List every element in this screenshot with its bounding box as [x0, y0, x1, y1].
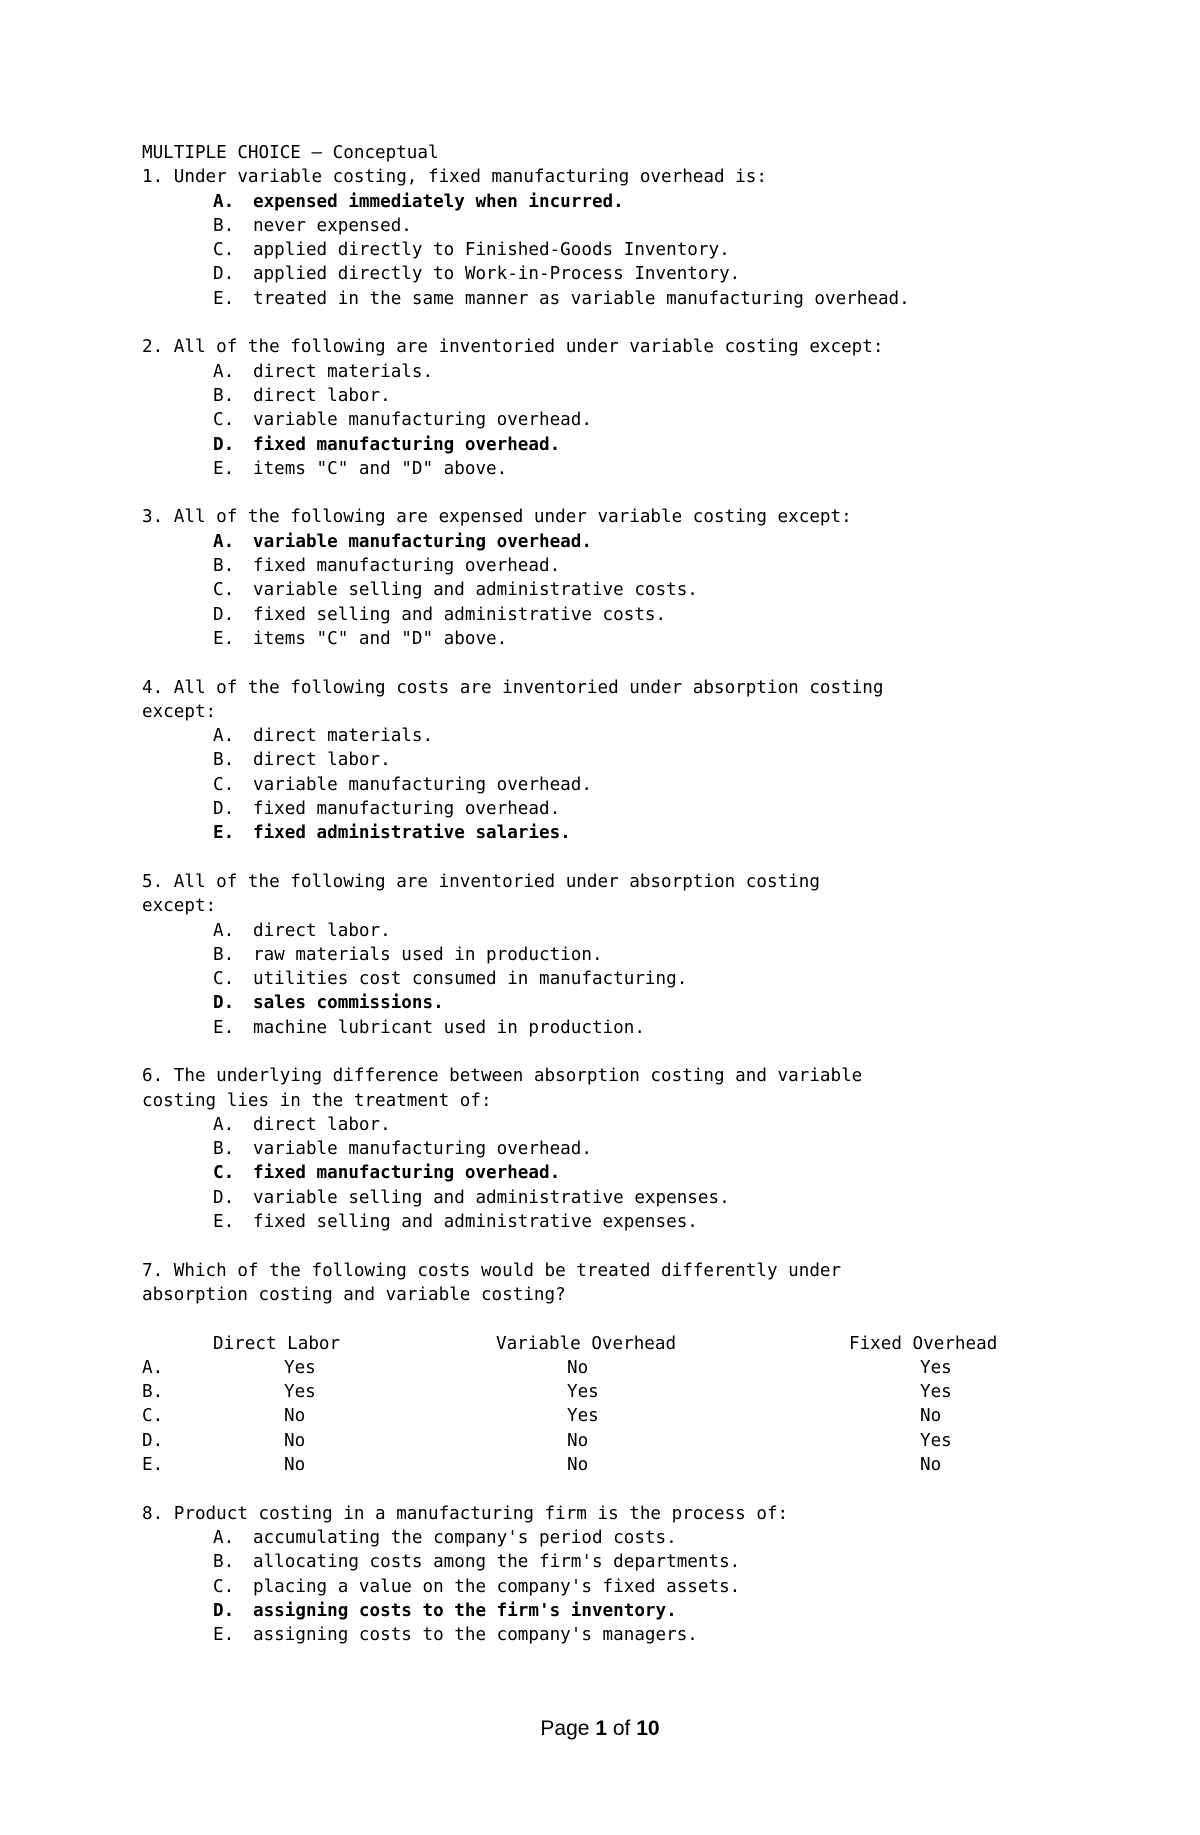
- question-4: [142, 676, 1142, 870]
- answer-option: [142, 433, 1142, 457]
- spacer: [142, 1234, 1142, 1258]
- answer-option: [142, 797, 1142, 821]
- table-row: [142, 1453, 1120, 1477]
- option-text: treated in the same manner as variable manufacturing overhead.: [253, 288, 910, 309]
- answer-option: [142, 1550, 1142, 1574]
- table-row: [142, 1429, 1120, 1453]
- option-letter: A.: [213, 726, 235, 747]
- option-text: fixed selling and administrative expenses.: [253, 1212, 698, 1233]
- option-text: sales commissions.: [253, 993, 444, 1014]
- spacer: [142, 1040, 1142, 1064]
- question-stem-line: 5. All of the following are inventoried under absorption costing: [142, 871, 820, 892]
- answer-option: [142, 238, 1142, 262]
- answer-option: [142, 214, 1142, 238]
- option-text: never expensed.: [253, 215, 412, 236]
- question-stem-line: except:: [142, 896, 217, 917]
- section-heading: MULTIPLE CHOICE – Conceptual: [142, 143, 439, 163]
- answer-option: [142, 1186, 1142, 1210]
- spacer: [142, 1477, 1142, 1501]
- answer-option: [142, 262, 1142, 286]
- option-text: applied directly to Work-in-Process Inventory.: [253, 264, 741, 285]
- answer-option: [142, 408, 1142, 432]
- row-letter: A.: [142, 1357, 164, 1378]
- question-7-answer-table: [142, 1332, 1120, 1478]
- option-letter: C.: [213, 969, 235, 990]
- option-text: applied directly to Finished-Goods Inventory.: [253, 240, 730, 261]
- option-letter: E.: [213, 1212, 235, 1233]
- answer-option: [142, 943, 1142, 967]
- option-letter: A.: [213, 361, 235, 382]
- option-letter: D.: [213, 604, 235, 625]
- question-stem-line: 4. All of the following costs are inventoried under absorption costing: [142, 677, 884, 698]
- option-text: fixed manufacturing overhead.: [253, 799, 561, 820]
- option-letter: E.: [213, 823, 235, 844]
- header-variable-overhead: Variable Overhead: [496, 1333, 677, 1354]
- option-letter: E.: [213, 628, 235, 649]
- page-footer: [0, 1717, 1200, 1741]
- option-text: fixed manufacturing overhead.: [253, 434, 561, 455]
- option-letter: D.: [213, 434, 235, 455]
- option-text: assigning costs to the company's managers.: [253, 1625, 698, 1646]
- answer-option: [142, 724, 1142, 748]
- spacer: [142, 481, 1142, 505]
- table-body: [142, 1356, 1120, 1477]
- option-letter: C.: [213, 774, 235, 795]
- question-8-options: [142, 1526, 1142, 1647]
- answer-option: [142, 1623, 1142, 1647]
- table-cell: Yes: [284, 1382, 316, 1403]
- option-letter: E.: [213, 1625, 235, 1646]
- option-text: variable manufacturing overhead.: [253, 410, 592, 431]
- option-text: allocating costs among the firm's departments.: [253, 1552, 741, 1573]
- row-letter: C.: [142, 1406, 164, 1427]
- option-letter: A.: [213, 1114, 235, 1135]
- option-letter: E.: [213, 1017, 235, 1038]
- spacer: [142, 651, 1142, 675]
- option-text: direct labor.: [253, 385, 391, 406]
- option-letter: C.: [213, 410, 235, 431]
- table-cell: Yes: [567, 1406, 599, 1427]
- current-page-number: 1: [595, 1717, 607, 1740]
- option-letter: D.: [213, 264, 235, 285]
- option-letter: C.: [213, 240, 235, 261]
- total-pages-number: 10: [636, 1717, 660, 1740]
- answer-option: [142, 1113, 1142, 1137]
- option-text: direct materials.: [253, 726, 434, 747]
- option-text: expensed immediately when incurred.: [253, 191, 624, 212]
- option-text: items "C" and "D" above.: [253, 458, 508, 479]
- table-cell: No: [567, 1455, 589, 1476]
- spacer: [142, 1307, 1142, 1331]
- option-letter: C.: [213, 580, 235, 601]
- question-stem-line: costing lies in the treatment of:: [142, 1090, 492, 1111]
- question-3: [142, 505, 1142, 675]
- page-label: Page: [540, 1717, 590, 1740]
- question-stem-line: 1. Under variable costing, fixed manufacturing overhead is:: [142, 167, 767, 188]
- option-letter: D.: [213, 799, 235, 820]
- answer-option: [142, 578, 1142, 602]
- table-row: [142, 1356, 1120, 1380]
- question-1: [142, 165, 1142, 335]
- table-row: [142, 1380, 1120, 1404]
- answer-option: [142, 919, 1142, 943]
- table-header-row: [142, 1332, 1120, 1356]
- table-cell: No: [284, 1406, 306, 1427]
- answer-option: [142, 1210, 1142, 1234]
- option-letter: A.: [213, 191, 235, 212]
- table-cell: No: [567, 1430, 589, 1451]
- table-cell: No: [920, 1406, 942, 1427]
- option-text: direct labor.: [253, 920, 391, 941]
- answer-option: [142, 360, 1142, 384]
- option-text: machine lubricant used in production.: [253, 1017, 645, 1038]
- option-text: placing a value on the company's fixed assets.: [253, 1576, 741, 1597]
- answer-option: [142, 1526, 1142, 1550]
- option-text: direct labor.: [253, 1114, 391, 1135]
- option-text: fixed manufacturing overhead.: [253, 1163, 561, 1184]
- option-text: fixed manufacturing overhead.: [253, 556, 561, 577]
- question-6: [142, 1064, 1142, 1258]
- spacer: [142, 846, 1142, 870]
- option-text: fixed selling and administrative costs.: [253, 604, 667, 625]
- question-8: [142, 1502, 1142, 1648]
- option-letter: A.: [213, 531, 235, 552]
- answer-option: [142, 967, 1142, 991]
- option-letter: D.: [213, 1187, 235, 1208]
- option-letter: B.: [213, 1552, 235, 1573]
- header-fixed-overhead: Fixed Overhead: [849, 1333, 998, 1354]
- answer-option: [142, 530, 1142, 554]
- option-text: fixed administrative salaries.: [253, 823, 571, 844]
- answer-option: [142, 1161, 1142, 1185]
- answer-option: [142, 627, 1142, 651]
- table-cell: No: [284, 1455, 306, 1476]
- header-direct-labor: Direct Labor: [213, 1333, 341, 1354]
- question-stem-line: except:: [142, 701, 217, 722]
- table-cell: Yes: [920, 1430, 952, 1451]
- row-letter: D.: [142, 1430, 164, 1451]
- table-cell: No: [920, 1455, 942, 1476]
- page-of-label: of: [612, 1717, 631, 1740]
- answer-option: [142, 773, 1142, 797]
- table-cell: Yes: [284, 1357, 316, 1378]
- option-letter: B.: [213, 750, 235, 771]
- answer-option: [142, 1137, 1142, 1161]
- option-letter: A.: [213, 920, 235, 941]
- row-letter: E.: [142, 1455, 164, 1476]
- answer-option: [142, 1016, 1142, 1040]
- answer-option: [142, 457, 1142, 481]
- option-letter: E.: [213, 458, 235, 479]
- answer-option: [142, 991, 1142, 1015]
- option-text: utilities cost consumed in manufacturing.: [253, 969, 688, 990]
- table-cell: No: [567, 1357, 589, 1378]
- table-cell: Yes: [920, 1382, 952, 1403]
- option-letter: D.: [213, 1600, 235, 1621]
- row-letter: B.: [142, 1382, 164, 1403]
- table-header-blank: [142, 1332, 213, 1356]
- option-letter: E.: [213, 288, 235, 309]
- option-text: items "C" and "D" above.: [253, 628, 508, 649]
- option-text: variable selling and administrative costs.: [253, 580, 698, 601]
- question-8-stem: 8. Product costing in a manufacturing firm is the process of:: [142, 1503, 789, 1524]
- answer-option: [142, 603, 1142, 627]
- table-row: [142, 1404, 1120, 1428]
- question-7-stem-line-1: 7. Which of the following costs would be treated differently under: [142, 1260, 842, 1281]
- answer-option: [142, 384, 1142, 408]
- option-letter: B.: [213, 944, 235, 965]
- answer-option: [142, 554, 1142, 578]
- document-page: [142, 141, 1142, 1647]
- option-letter: A.: [213, 1527, 235, 1548]
- question-stem-line: 6. The underlying difference between absorption costing and variable: [142, 1066, 863, 1087]
- option-text: assigning costs to the firm's inventory.: [253, 1600, 677, 1621]
- option-letter: C.: [213, 1163, 235, 1184]
- option-text: variable manufacturing overhead.: [253, 774, 592, 795]
- option-letter: B.: [213, 215, 235, 236]
- question-5: [142, 870, 1142, 1064]
- question-stem-line: 3. All of the following are expensed under variable costing except:: [142, 507, 852, 528]
- option-letter: B.: [213, 385, 235, 406]
- option-letter: B.: [213, 1139, 235, 1160]
- question-7: [142, 1259, 1142, 1478]
- answer-option: [142, 1575, 1142, 1599]
- table-cell: No: [284, 1430, 306, 1451]
- question-stem-line: 2. All of the following are inventoried under variable costing except:: [142, 337, 884, 358]
- option-letter: C.: [213, 1576, 235, 1597]
- answer-option: [142, 1599, 1142, 1623]
- question-list: [142, 165, 1142, 1258]
- spacer: [142, 311, 1142, 335]
- option-text: variable manufacturing overhead.: [253, 531, 592, 552]
- option-text: accumulating the company's period costs.: [253, 1527, 677, 1548]
- option-text: direct labor.: [253, 750, 391, 771]
- option-text: variable selling and administrative expenses.: [253, 1187, 730, 1208]
- option-letter: B.: [213, 556, 235, 577]
- answer-option: [142, 190, 1142, 214]
- option-text: direct materials.: [253, 361, 434, 382]
- answer-option: [142, 287, 1142, 311]
- option-letter: D.: [213, 993, 235, 1014]
- answer-option: [142, 748, 1142, 772]
- answer-option: [142, 821, 1142, 845]
- question-2: [142, 335, 1142, 505]
- option-text: raw materials used in production.: [253, 944, 603, 965]
- question-7-stem-line-2: absorption costing and variable costing?: [142, 1284, 566, 1305]
- table-cell: Yes: [920, 1357, 952, 1378]
- table-cell: Yes: [567, 1382, 599, 1403]
- option-text: variable manufacturing overhead.: [253, 1139, 592, 1160]
